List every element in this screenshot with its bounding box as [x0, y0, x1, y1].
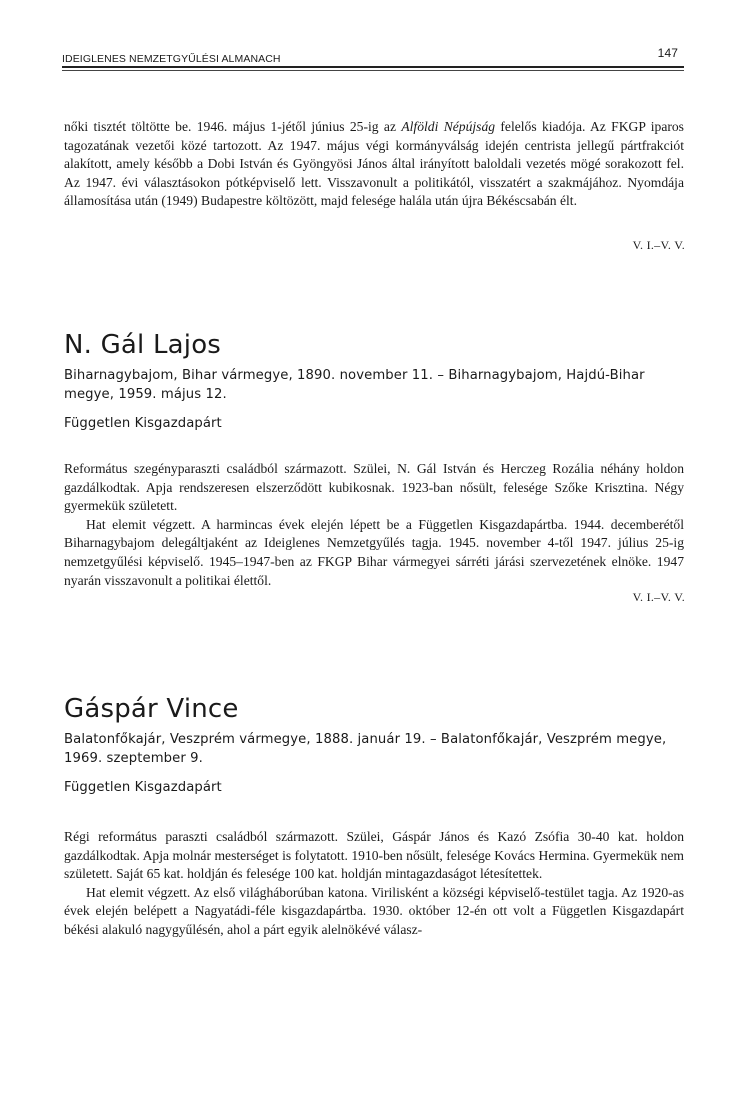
entry-name: Gáspár Vince — [64, 694, 239, 724]
continuation-paragraph — [64, 118, 684, 211]
entry-body — [64, 460, 684, 590]
paragraph-text: nőki tisztét töltötte be. 1946. május 1-jétől június 25-ig az — [64, 119, 402, 134]
running-title: IDEIGLENES NEMZETGYŰLÉSI ALMANACH — [62, 53, 281, 65]
continuation-text — [64, 118, 684, 211]
paragraph-text: felelős kiadója. Az FKGP iparos tagozatának vezetői közé tartozott. Az 1947. május végi kormányválság idején centrista jellegű pártfrakciót alakított, amely később a Dobi István és Gyöngyösi János által irányított baloldali vezetés mögé sorakozott fel. Az 1947. évi választásokon pótképviselő lett. Visszavonult a politikától, visszatért a szakmájához. Nyomdája államosítása után (1949) Budapestre költözött, majd felesége halála után újra Békéscsabán élt. — [64, 119, 684, 209]
entry-paragraph: Hat elemit végzett. A harmincas évek elején lépett be a Független Kisgazdapártba. 1944. decemberétől Biharnagybajom delegáltjaként az Ideiglenes Nemzetgyűlés tagja. 1945. november 4-től 1947. július 25-ig nemzetgyűlési képviselő. 1945–1947-ben az FKGP Bihar vármegyei sárréti járási szervezetének elnöke. 1947 nyarán visszavonult a politikai élettől. — [64, 516, 684, 588]
running-header — [62, 46, 682, 66]
header-rule-thick — [62, 66, 684, 68]
author-initials: V. I.–V. V. — [632, 590, 685, 604]
entry-birth-death: Biharnagybajom, Bihar vármegye, 1890. november 11. – Biharnagybajom, Hajdú-Bihar megye, 1959. május 12. — [64, 368, 645, 402]
entry-paragraph: Református szegényparaszti családból származott. Szülei, N. Gál István és Herczeg Rozália néhány holdon gazdálkodtak. Apja rendszeresen elszerződött kubikosnak. 1923-ban nősült, felesége Szőke Krisztina. Négy gyermekük született. — [64, 461, 684, 514]
entry-name: N. Gál Lajos — [64, 330, 222, 360]
header-rule-thin — [62, 70, 684, 71]
page-number: 147 — [657, 46, 678, 60]
entry-paragraph: Régi református paraszti családból származott. Szülei, Gáspár János és Kazó Zsófia 30-40 kat. holdon gazdálkodtak. Apja molnár mesterséget is folytatott. 1910-ben nősült, felesége Kovács Hermina. Gyermekük nem született. Saját 65 kat. holdján és felesége 100 kat. holdján mintagazdaságot létesítettek. — [64, 829, 684, 882]
author-initials: V. I.–V. V. — [632, 238, 685, 252]
entry-body — [64, 828, 684, 940]
entry-party: Független Kisgazdapárt — [64, 780, 222, 795]
entry-birth-death: Balatonfőkajár, Veszprém vármegye, 1888. január 19. – Balatonfőkajár, Veszprém megye, 1969. szeptember 9. — [64, 732, 667, 766]
entry-party: Független Kisgazdapárt — [64, 416, 222, 431]
entry-paragraph: Hat elemit végzett. Az első világháborúban katona. Virilisként a községi képviselő-testület tagja. Az 1920-as évek elején belépett a Nagyatádi-féle kisgazdapártba. 1930. október 12-én ott volt a Független Kisgazdapárt békési alakuló nagygyűlésén, ahol a párt egyik alelnökévé válasz- — [64, 884, 684, 937]
newspaper-title: Alföldi Népújság — [401, 119, 496, 134]
